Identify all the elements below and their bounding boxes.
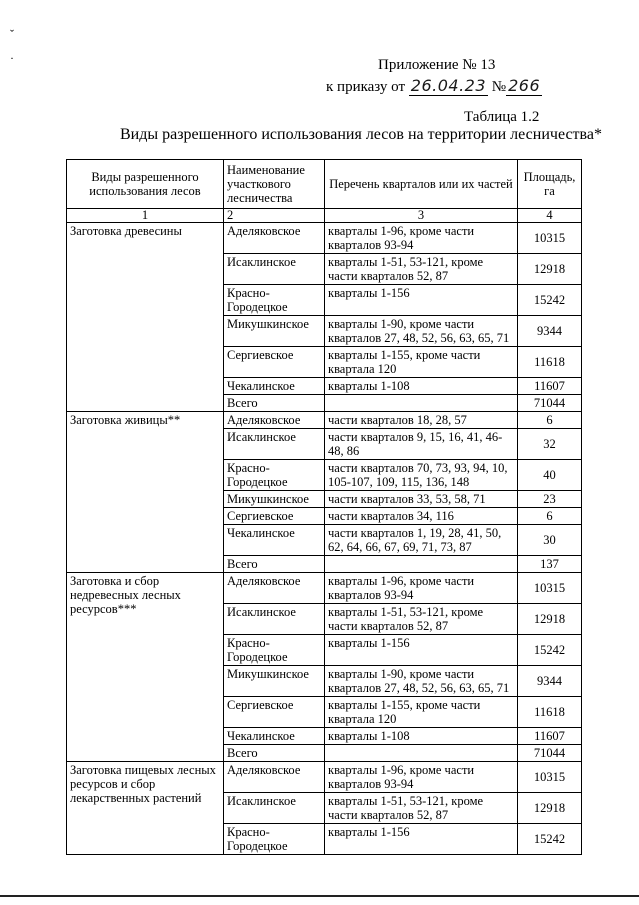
forestry-cell: Аделяковское (224, 412, 325, 429)
column-header-type: Виды разрешенного использования лесов (67, 160, 224, 209)
table-row (67, 412, 582, 429)
quarters-cell: кварталы 1-156 (325, 824, 518, 855)
forestry-cell: Чекалинское (224, 728, 325, 745)
total-label: Всего (224, 395, 325, 412)
table-title: Виды разрешенного использования лесов на территории лесничества* (120, 126, 602, 143)
column-header-quarters: Перечень кварталов или их частей (325, 160, 518, 209)
quarters-cell: части кварталов 70, 73, 93, 94, 10, 105-107, 109, 115, 136, 148 (325, 460, 518, 491)
area-cell: 10315 (518, 573, 582, 604)
forestry-cell: Сергиевское (224, 347, 325, 378)
area-cell: 32 (518, 429, 582, 460)
table-row (67, 573, 582, 604)
quarters-cell: части кварталов 18, 28, 57 (325, 412, 518, 429)
table-row (67, 762, 582, 793)
quarters-cell: кварталы 1-51, 53-121, кроме части кварталов 52, 87 (325, 793, 518, 824)
area-cell: 12918 (518, 254, 582, 285)
quarters-cell: кварталы 1-96, кроме части кварталов 93-94 (325, 223, 518, 254)
scan-edge-line (0, 895, 639, 897)
area-cell: 6 (518, 412, 582, 429)
area-cell: 15242 (518, 285, 582, 316)
column-number: 3 (325, 209, 518, 223)
forestry-cell: Микушкинское (224, 316, 325, 347)
area-cell: 6 (518, 508, 582, 525)
forestry-cell: Красно-Городецкое (224, 285, 325, 316)
quarters-cell: кварталы 1-156 (325, 635, 518, 666)
table-body (67, 223, 582, 855)
quarters-cell: части кварталов 33, 53, 58, 71 (325, 491, 518, 508)
forestry-cell: Микушкинское (224, 491, 325, 508)
forestry-cell: Сергиевское (224, 508, 325, 525)
forestry-cell: Исаклинское (224, 254, 325, 285)
column-number: 1 (67, 209, 224, 223)
area-cell: 10315 (518, 223, 582, 254)
forestry-cell: Чекалинское (224, 525, 325, 556)
area-cell: 9344 (518, 316, 582, 347)
quarters-cell: кварталы 1-108 (325, 378, 518, 395)
empty-cell (325, 395, 518, 412)
scan-speck: · (10, 51, 14, 65)
quarters-cell: кварталы 1-96, кроме части кварталов 93-94 (325, 573, 518, 604)
appendix-line: Приложение № 13 (378, 57, 496, 73)
scan-speck: ˇ (10, 27, 14, 41)
use-type-cell: Заготовка и сбор недревесных лесных ресурсов*** (67, 573, 224, 762)
use-type-cell: Заготовка пищевых лесных ресурсов и сбор лекарственных растений (67, 762, 224, 855)
order-number: 266 (508, 76, 541, 95)
area-cell: 23 (518, 491, 582, 508)
table-label: Таблица 1.2 (464, 109, 540, 125)
forestry-cell: Красно-Городецкое (224, 460, 325, 491)
area-cell: 11618 (518, 347, 582, 378)
quarters-cell: кварталы 1-90, кроме части кварталов 27, 48, 52, 56, 63, 65, 71 (325, 666, 518, 697)
forest-use-table (66, 159, 582, 855)
column-header-area: Площадь, га (518, 160, 582, 209)
forestry-cell: Красно-Городецкое (224, 824, 325, 855)
order-date: 26.04.23 (410, 76, 487, 95)
empty-cell (325, 556, 518, 573)
total-label: Всего (224, 745, 325, 762)
table-row (67, 223, 582, 254)
area-cell: 12918 (518, 604, 582, 635)
area-cell: 15242 (518, 635, 582, 666)
use-type-cell: Заготовка древесины (67, 223, 224, 412)
area-cell: 11607 (518, 378, 582, 395)
forestry-cell: Сергиевское (224, 697, 325, 728)
forestry-cell: Микушкинское (224, 666, 325, 697)
forestry-cell: Чекалинское (224, 378, 325, 395)
order-line (326, 76, 542, 97)
area-cell: 9344 (518, 666, 582, 697)
column-number: 2 (224, 209, 325, 223)
quarters-cell: части кварталов 1, 19, 28, 41, 50, 62, 64, 66, 67, 69, 71, 73, 87 (325, 525, 518, 556)
quarters-cell: кварталы 1-108 (325, 728, 518, 745)
total-area-cell: 71044 (518, 395, 582, 412)
area-cell: 12918 (518, 793, 582, 824)
forestry-cell: Аделяковское (224, 223, 325, 254)
quarters-cell: кварталы 1-51, 53-121, кроме части кварталов 52, 87 (325, 604, 518, 635)
column-header-forestry: Наименование участкового лесничества (224, 160, 325, 209)
order-number-prefix: № (491, 79, 507, 95)
column-number-row (67, 209, 582, 223)
quarters-cell: части кварталов 9, 15, 16, 41, 46-48, 86 (325, 429, 518, 460)
total-label: Всего (224, 556, 325, 573)
forestry-cell: Красно-Городецкое (224, 635, 325, 666)
order-prefix: к приказу от (326, 79, 406, 95)
total-area-cell: 71044 (518, 745, 582, 762)
area-cell: 30 (518, 525, 582, 556)
forestry-cell: Аделяковское (224, 573, 325, 604)
quarters-cell: кварталы 1-155, кроме части квартала 120 (325, 347, 518, 378)
total-area-cell: 137 (518, 556, 582, 573)
area-cell: 10315 (518, 762, 582, 793)
quarters-cell: кварталы 1-96, кроме части кварталов 93-94 (325, 762, 518, 793)
quarters-cell: кварталы 1-51, 53-121, кроме части кварталов 52, 87 (325, 254, 518, 285)
forestry-cell: Исаклинское (224, 793, 325, 824)
quarters-cell: кварталы 1-90, кроме части кварталов 27, 48, 52, 56, 63, 65, 71 (325, 316, 518, 347)
quarters-cell: кварталы 1-155, кроме части квартала 120 (325, 697, 518, 728)
forestry-cell: Исаклинское (224, 604, 325, 635)
area-cell: 15242 (518, 824, 582, 855)
area-cell: 11618 (518, 697, 582, 728)
area-cell: 40 (518, 460, 582, 491)
use-type-cell: Заготовка живицы** (67, 412, 224, 573)
empty-cell (325, 745, 518, 762)
table-header-row (67, 160, 582, 209)
quarters-cell: части кварталов 34, 116 (325, 508, 518, 525)
quarters-cell: кварталы 1-156 (325, 285, 518, 316)
column-number: 4 (518, 209, 582, 223)
forestry-cell: Аделяковское (224, 762, 325, 793)
appendix-header (326, 55, 598, 95)
area-cell: 11607 (518, 728, 582, 745)
forestry-cell: Исаклинское (224, 429, 325, 460)
